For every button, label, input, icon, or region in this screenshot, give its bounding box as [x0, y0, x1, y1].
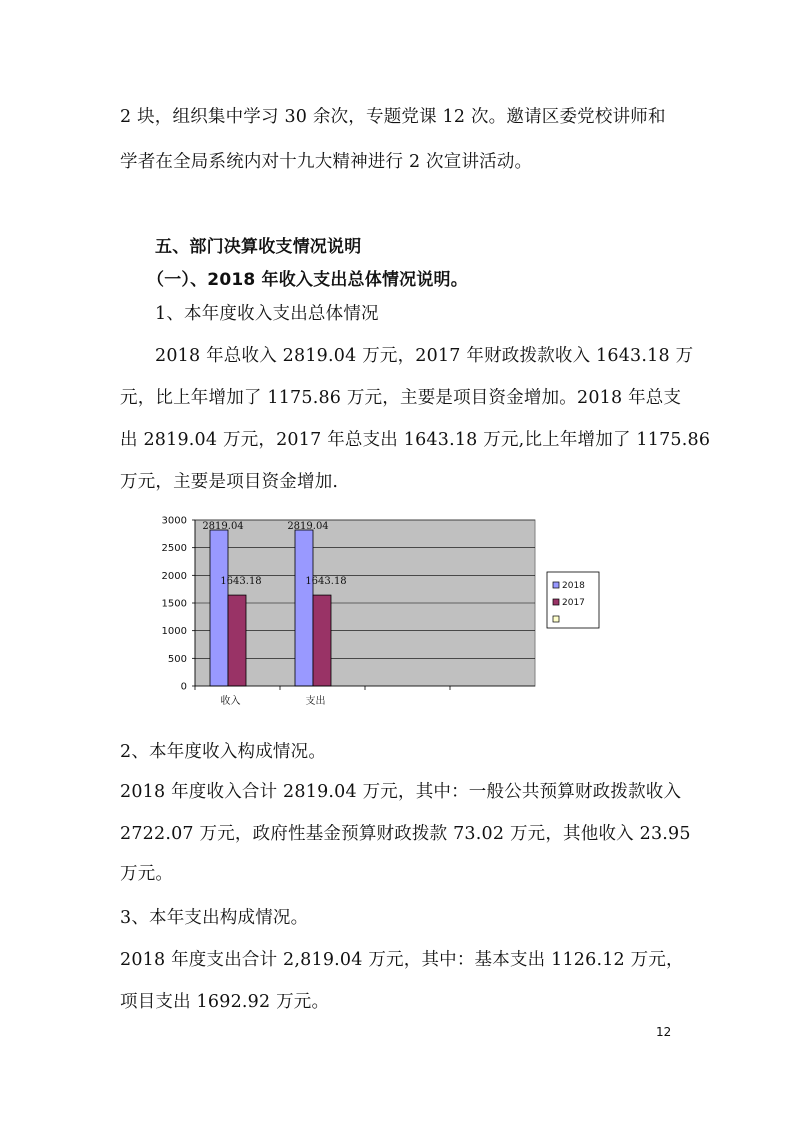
data-label: 1643.18	[305, 576, 347, 588]
page-number: 12	[656, 1025, 672, 1039]
y-tick-label: 500	[167, 653, 187, 665]
legend-label: 2018	[562, 581, 585, 591]
paragraph-line: 学者在全局系统内对十九大精神进行 2 次宣讲活动。	[120, 152, 533, 172]
data-label: 1643.18	[220, 576, 262, 588]
y-tick-label: 2000	[161, 570, 187, 582]
legend-swatch	[553, 582, 559, 588]
paragraph-line: 2 块，组织集中学习 30 余次，专题党课 12 次。邀请区委党校讲师和	[120, 107, 666, 127]
legend-swatch	[553, 599, 559, 605]
paragraph-line: 万元，主要是项目资金增加.	[120, 472, 339, 492]
paragraph-line: 2722.07 万元，政府性基金预算财政拨款 73.02 万元，其他收入 23.95	[120, 824, 691, 844]
item-heading: 3、本年支出构成情况。	[120, 908, 309, 928]
item-heading: 2、本年度收入构成情况。	[120, 742, 327, 762]
y-tick-label: 1000	[161, 626, 187, 638]
paragraph-line: 2018 年度支出合计 2,819.04 万元，其中：基本支出 1126.12 万元，	[120, 950, 684, 970]
bar-2017	[228, 595, 246, 686]
bar-2018	[295, 530, 313, 686]
y-tick-label: 1500	[161, 598, 187, 610]
paragraph-line: 出 2819.04 万元，2017 年总支出 1643.18 万元,比上年增加了 1175.86	[120, 430, 711, 450]
paragraph-line: 元，比上年增加了 1175.86 万元，主要是项目资金增加。2018 年总支	[120, 388, 682, 408]
data-label: 2819.04	[202, 521, 244, 533]
legend	[547, 572, 599, 628]
paragraph-line: 2018 年总收入 2819.04 万元，2017 年财政拨款收入 1643.18 万	[155, 346, 694, 366]
y-tick-label: 0	[180, 681, 187, 693]
subsection-heading: （一）、2018 年收入支出总体情况说明。	[147, 270, 468, 290]
legend-swatch	[553, 616, 559, 622]
y-axis	[162, 516, 195, 693]
bar-2017	[313, 595, 331, 686]
x-tick-label: 收入	[220, 696, 241, 707]
bar-2018	[210, 530, 228, 686]
bar-chart	[150, 508, 610, 708]
paragraph-line: 万元。	[120, 864, 174, 884]
data-label: 2819.04	[287, 521, 329, 533]
x-axis	[195, 686, 535, 707]
section-heading: 五、部门决算收支情况说明	[155, 237, 362, 257]
legend-label: 2017	[562, 598, 585, 608]
y-tick-label: 3000	[161, 515, 187, 527]
item-heading: 1、本年度收入支出总体情况	[155, 304, 379, 324]
y-tick-label: 2500	[161, 543, 187, 555]
paragraph-line: 项目支出 1692.92 万元。	[120, 992, 330, 1012]
x-tick-label: 支出	[305, 696, 326, 707]
paragraph-line: 2018 年度收入合计 2819.04 万元，其中：一般公共预算财政拨款收入	[120, 782, 682, 802]
